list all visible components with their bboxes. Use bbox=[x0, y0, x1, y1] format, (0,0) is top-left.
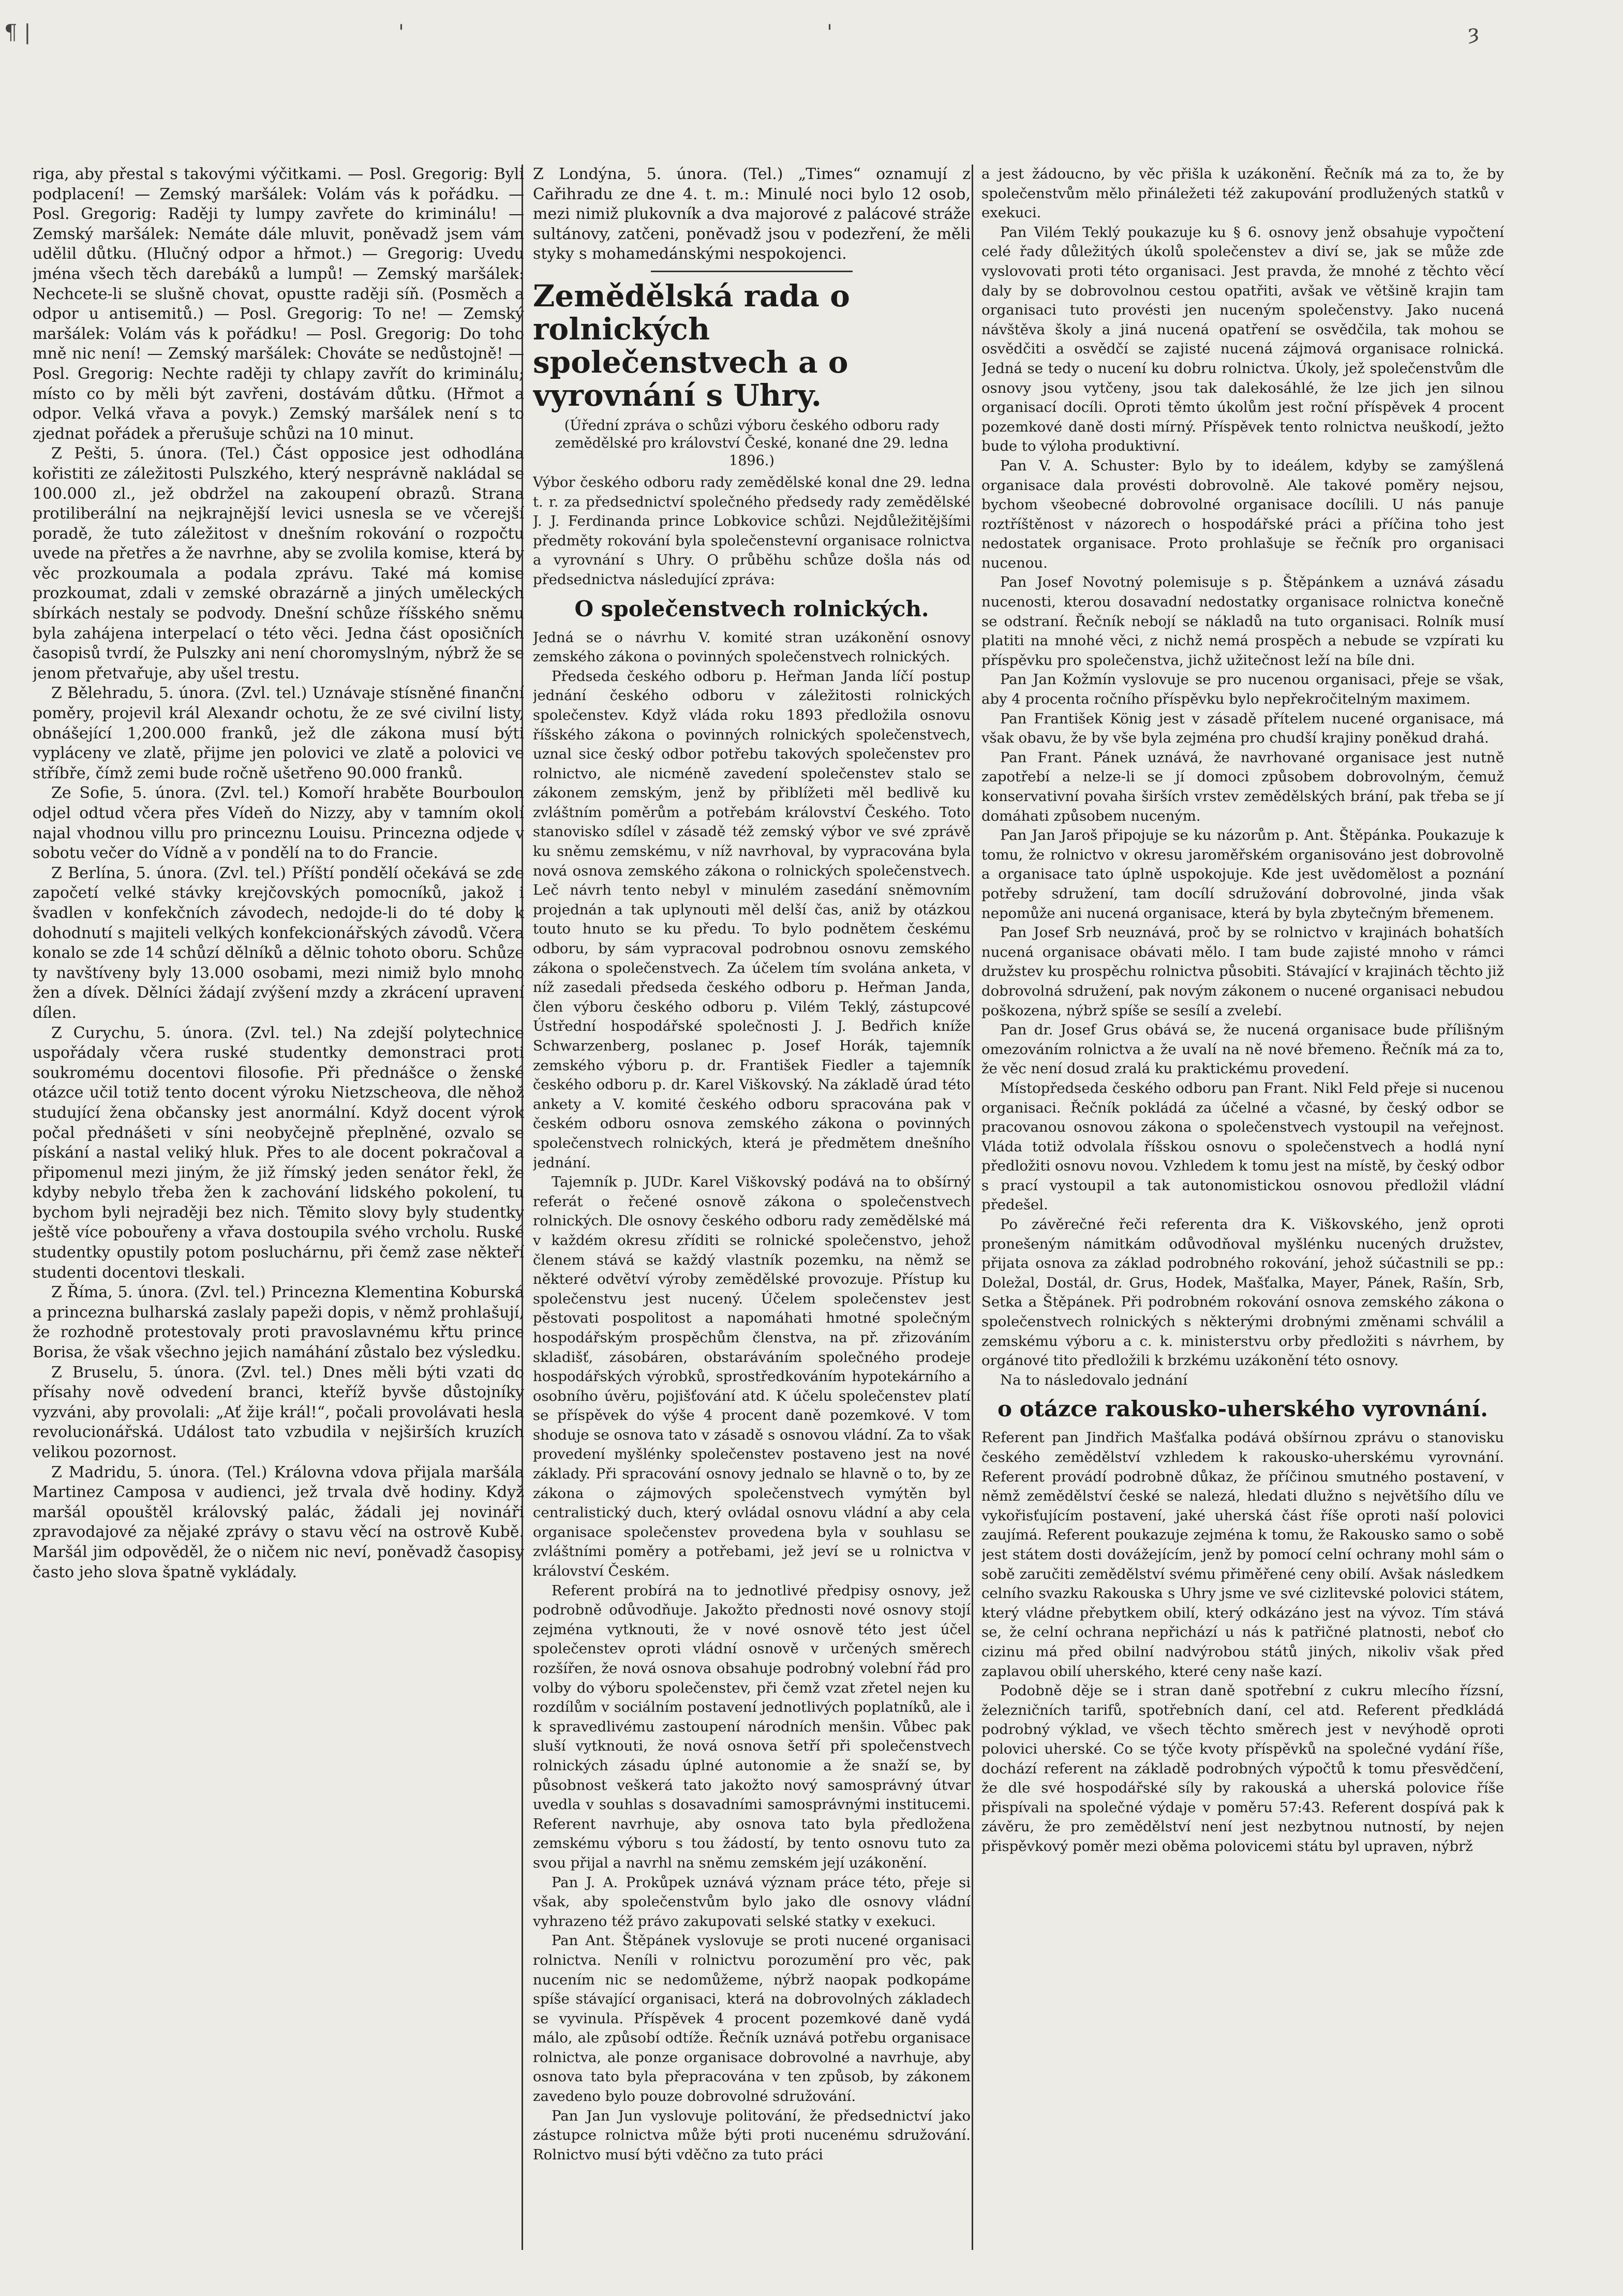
article-paragraph: riga, aby přestal s takovými výčitkami. — Posl. Gregorig: Byli podplacení! — Zemský maršálek: Volám vás k pořádku. — Posl. Gregorig: Raději ty lumpy zavřete do kriminálu! — Zemský maršálek: Nemáte dále mluvit, poněvadž jsem vám udělil důtku. (Hlučný odpor a hřmot.) — Gregorig: Uvedu jména všech těch darebáků a lumpů! — Zemský maršálek: Nechcete-li se slušně chovat, opustte raději síň. (Posměch a odpor u antisemitů.) — Posl. Gregorig: To ne! — Zemský maršálek: Volám vás k pořádku! — Posl. Gregorig: Do toho mně nic není! — Zemský maršálek: Chováte se nedůstojně! — Posl. Gregorig: Nechte raději ty chlapy zavřít do kriminálu; místo co by měli být zavřeni, dostávám důtku. (Hřmot a odpor. Velká vřava a povyk.) Zemský maršálek není s to zjednat pořádek a přerušuje schůzi na 10 minut. bbox=[33, 165, 524, 443]
edge-mark: ¶ | bbox=[4, 21, 31, 45]
article-subhead: (Úřední zpráva o schůzi výboru českého odboru rady zemědělské pro království České, konané dne 29. ledna 1896.) bbox=[555, 417, 949, 469]
column-rule bbox=[972, 165, 973, 2250]
article-paragraph: Z Curychu, 5. února. (Zvl. tel.) Na zdejší polytechnice uspořádaly včera ruské studentky demonstraci proti soukromému docentovi filosofie. Při přednášce o ženské otázce učil totiž tento docent výroku Nietzscheova, dle něhož studující žena občansky jest anormální. Když docent výrok počal přednášeti v síni neobyčejně přeplněné, ozvalo se pískání a nastal veliký hluk. Přes to ale docent pokračoval a připomenul mezi jiným, že již římský jeden senátor řekl, že kdyby nebylo třeba žen k zachování lidského pokolení, tu bychom byli nejraději bez nich. Těmito slovy byly studentky ještě více pobouřeny a vřava dostoupila svého vrcholu. Ruské studentky opustily potom posluchárnu, při čemž zase někteří studenti docentovi tleskali. bbox=[33, 1024, 524, 1282]
article-paragraph: Pan Jan Kožmín vyslovuje se pro nucenou organisaci, přeje se však, aby 4 procenta ročního příspěvku bylo nepřekročitelným maximem. bbox=[981, 671, 1504, 708]
article-paragraph: Z Madridu, 5. února. (Tel.) Královna vdova přijala maršála Martinez Camposa v audienci, jež trvala dvě hodiny. Když maršál opouštěl královský palác, žádali jej novináři zpravodajové za nějaké zprávy o stavu věcí na ostrově Kubě. Maršál jim odpověděl, že o ničem nic neví, poněvadž časopisy často jeho slova špatně vykládaly. bbox=[33, 1463, 524, 1581]
article-paragraph: Místopředseda českého odboru pan Frant. Nikl Feld přeje si nucenou organisaci. Řečník pokládá za účelné a včasné, by český odbor se pracovanou osnovou zákona o společenstvech vystoupil na veřejnost. Vláda totiž odvolala říšskou osnovu o společenstvech a hodlá nyní předložiti osnovu novou. Vzhledem k tomu jest na místě, by český odbor s prací vystoupil a tak autonomistickou osnovou předložil vládní předešel. bbox=[981, 1079, 1504, 1213]
article-paragraph: Pan Josef Srb neuznává, proč by se rolnictvo v krajinách bohatších nucená organisace obávati mělo. I tam bude zajisté mnoho v rámci družstev ku prospěchu rolnictva působiti. Stávající v krajinách těchto již dobrovolná sdružení, pak novým zákonem o nucené organisaci nebudou poškozena, nýbrž spíše se sesílí a zvelebí. bbox=[981, 924, 1504, 1019]
article-paragraph: Ze Sofie, 5. února. (Zvl. tel.) Komoří hraběte Bourboulon odjel odtud včera přes Vídeň do Nizzy, aby v tamním okolí najal vhodnou villu pro princeznu Louisu. Princezna odjede v sobotu večer do Vídně a v pondělí na to do Francie. bbox=[33, 784, 524, 863]
article-paragraph: Pan Josef Novotný polemisuje s p. Štěpánkem a uznává zásadu nucenosti, kterou dosavadní nedostatky organisace rolnictva konečně se odstraní. Řečník nebojí se nákladů na tuto organisaci. Rolník musí platiti na mnohé věci, z nichž nemá prospěch a nebude se vzpírati ku příspěvku pro společenstva, jichž užitečnost leží na bíle dni. bbox=[981, 574, 1504, 669]
article-paragraph: Referent probírá na to jednotlivé předpisy osnovy, jež podrobně odůvodňuje. Jakožto přednosti nové osnovy stojí zejména vytknouti, že v nové osnově této jest účel společenstev oproti vládní osnově v určených směrech rozšířen, že nová osnova obsahuje podrobný volební řád pro volby do výboru společenstev, při čemž vzat zřetel nejen ku rozdílům v sociálním postavení jednotlivých poplatníků, ale i k spravedlivému zastoupení národních menšin. Vůbec pak sluší vytknouti, že nová osnova šetří při společenstvech rolnických zásadu úplné autonomie a že snaží se, by působnost veškerá tato jakožto nový samosprávný útvar uvedla v souhlas s dosavadními samosprávnými institucemi. Referent navrhuje, aby osnova tato byla předložena zemskému výboru s tou žádostí, by tento osnovu tuto za svou přijal a navrhl na sněmu zemském její uzákonění. bbox=[533, 1582, 971, 1871]
article-paragraph: Po závěrečné řeči referenta dra K. Viškovského, jenž oproti pronešeným námitkám odůvodňoval myšlénku nucených družstev, přijata osnova za základ podrobného rokování, jehož súčastnili se pp.: Doležal, Dostál, dr. Grus, Hodek, Mašťalka, Mayer, Pánek, Rašín, Srb, Setka a Štěpánek. Při podrobném rokování osnova zemského zákona o společenstvech rolnických s některými drobnými změnami schválil a zemskému výboru a c. k. ministerstvu orby předložiti s návrhem, by orgánové tito předložili k brzkému uzákonění této osnovy. bbox=[981, 1216, 1504, 1369]
edge-mark: ȝ bbox=[1468, 21, 1479, 45]
article-headline: Zemědělská rada o rolnických společenstvech a o vyrovnání s Uhry. bbox=[533, 278, 850, 413]
article-paragraph: Z Berlína, 5. února. (Zvl. tel.) Příští pondělí očekává se zde započetí velké stávky krejčovských pomocníků, jakož i švadlen v konfekčních závodech, nedojde-li do té doby k dohodnutí s majiteli velkých konfekcionářských závodů. Včera konalo se zde 14 schůzí dělníků a dělnic tohoto oboru. Schůze ty navštíveny byly 13.000 osobami, mezi nimiž bylo mnoho žen a dívek. Dělníci žádají zvýšení mzdy a zkrácení upravení dílen. bbox=[33, 864, 524, 1022]
article-paragraph: Podobně děje se i stran daně spotřební z cukru mlecího řízsní, železničních tarifů, spotřebních daní, cel atd. Referent předkládá podrobný výklad, ve všech těchto směrech jest v nevýhodě oproti polovici uherské. Co se týče kvoty příspěvků na společné vydání říše, dochází referent na základě podrobných výpočtů k tomu přesvědčení, že dle své hospodářské síly by rakouská a uherská polovice říše přispívali na společné výdaje v poměru 57:43. Referent dospívá pak k závěru, že pro zemědělství není jest nezbytnou nutností, by nejen přispěvkový poměr mezi oběma polovicemi státu byl upraven, nýbrž bbox=[981, 1682, 1504, 1855]
divider bbox=[651, 271, 852, 272]
article-paragraph: Z Bělehradu, 5. února. (Zvl. tel.) Uznávaje stísněné finanční poměry, projevil král Alexandr ochotu, že ze své civilní listy, obnášející 1,200.000 franků, jež dle zákona musí býti vypláceny ve zlatě, přijme jen polovici ve zlatě a polovici ve stříbře, čímž zemi bude ročně ušetřeno 90.000 franků. bbox=[33, 684, 524, 782]
article-paragraph: Pan V. A. Schuster: Bylo by to ideálem, kdyby se zamýšlená organisace dala provésti dobrovolně. Ale takové poměry nejsou, bychom všeobecné dobrovolné organisace docílili. U nás panuje roztříštěnost v názorech o hospodářské práci a příčina toho jest nedostatek organisace. Proto prohlašuje se řečník pro organisaci nucenou. bbox=[981, 457, 1504, 571]
article-paragraph: Předseda českého odboru p. Heřman Janda líčí postup jednání českého odboru v záležitosti rolnických společenstev. Když vláda roku 1893 předložila osnovu říšského zákona o povinných rolnických společenstvech, uznal sice český odbor potřebu takových společenstev pro rolnictvo, ale nicméně zavedení společenstev stalo se zákonem zemským, jenž by přiblížeti měl bedlivě ku zvláštním poměrům a potřebám království Českého. Toto stanovisko sdílel v zásadě též zemský výbor ve své zprávě ku sněmu zemskému, v níž navrhoval, by vypracována byla nová osnova zemského zákona o rolnických společenstvech. Leč návrh tento nebyl v minulém zasedání sněmovním projednán a tak uplynouti měl delší čas, aniž by otázkou touto hnuto se ku předu. To bylo podnětem českému odboru, by sám vypracoval podrobnou osnovu zemského zákona o společenstvech. Za účelem tím svolána anketa, v níž zasedali předseda českého odboru p. Heřman Janda, člen výboru českého odboru p. Vilém Teklý, zástupcové Ústřední hospodářské společnosti J. J. Bedřich kníže Schwarzenberg, poslanec p. Josef Horák, tajemník zemského výboru p. dr. František Fiedler a tajemník českého odboru p. dr. Karel Viškovský. Na základě úrad této ankety a V. komité českého odboru spracována pak v českém odboru osnova zemského zákona o povinných společenstvech rolnických, která je předmětem dnešního jednání. bbox=[533, 668, 971, 1171]
article-paragraph: Pan Vilém Teklý poukazuje ku § 6. osnovy jenž obsahuje vypočtení celé řady důležitých úkolů společenstev a diví se, jak se může zde vyslovovati proti této organisaci. Jest pravda, že mnohé z těchto věcí daly by se dobrovolnou cestou opatřiti, avšak ve většině krajin tam organisaci tuto provésti jen nuceným společenstvy. Jako nucená návštěva školy a jiná nucená opatření se osvědčila, tak mohou se osvědčiti a osvědčí se zajisté nucená zájmová organisace rolnická. Jedná se tedy o nucení ku dobru rolnictva. Úkoly, jež společenstvům dle osnovy jsou vytčeny, jsou tak dalekosáhlé, že lze jich jen silnou organisací docíli. Oproti těmto úkolům jest roční příspěvek 4 procent pozemkové daně dosti mírný. Příspěvek tento rolnictva neuškodí, ježto bude to výloha produktivní. bbox=[981, 224, 1504, 455]
column-agriculture bbox=[533, 165, 971, 2255]
article-paragraph: Pan Jan Jaroš připojuje se ku názorům p. Ant. Štěpánka. Poukazuje k tomu, že rolnictvo v okresu jaroměřském organisováno jest dobrovolně a organisace tato úplně uspokojuje. Kde jest uvědomělost a poznání potřeby sdružení, tam docílí sdružování dobrovolné, jinda však nepomůže ani nucená organisace, která by byla zbytečným břemenem. bbox=[981, 827, 1504, 922]
section-heading: o otázce rakousko-uherského vyrovnání. bbox=[997, 1396, 1488, 1422]
article-paragraph: Z Londýna, 5. února. (Tel.) „Times“ oznamují z Cařihradu ze dne 4. t. m.: Minulé noci bylo 12 osob, mezi nimiž plukovník a dva majorové z palácové stráže sultánovy, zatčeni, poněvadž jsou v podezření, že měli styky s mohamedánskými nespokojenci. bbox=[533, 165, 971, 263]
article-paragraph: Výbor českého odboru rady zemědělské konal dne 29. ledna t. r. za předsednictví společného předsedy rady zemědělské J. J. Ferdinanda prince Lobkovice schůzi. Nejdůležitějšími předměty rokování byla společenstevní organisace rolnictva a vyrovnání s Uhry. O průběhu schůze došla nás od předsednictva následující zpráva: bbox=[533, 473, 971, 588]
article-paragraph: Z Bruselu, 5. února. (Zvl. tel.) Dnes měli býti vzati do přísahy nově odvedení branci, kteříž byvše důstojníky vyzváni, aby provolali: „Ať žije král!“, počali provolávati hesla revolucionářská. Událost tato vzbudila v nejširších kruzích velikou pozornost. bbox=[33, 1363, 524, 1461]
article-paragraph: Pan Frant. Pánek uznává, že navrhované organisace jest nutně zapotřebí a nelze-li se jí domoci způsobem dobrovolným, čemuž konservativní povaha širších vrstev zemědělských brání, pak třeba se jí domáhati způsobem nuceným. bbox=[981, 749, 1504, 824]
article-paragraph: Jedná se o návrhu V. komité stran uzákonění osnovy zemského zákona o povinných společenstvech rolnických. bbox=[533, 629, 971, 665]
article-paragraph: Pan J. A. Prokůpek uznává význam práce této, přeje si však, aby společenstvům bylo jako dle osnovy vládní vyhrazeno též právo zakupovati selské statky v exekuci. bbox=[533, 1874, 971, 1930]
article-paragraph: Pan František König jest v zásadě přítelem nucené organisace, má však obavu, že by vše byla zejména pro chudší krajiny poněkud drahá. bbox=[981, 710, 1504, 747]
section-heading: O společenstvech rolnických. bbox=[574, 596, 929, 621]
edge-mark: ' bbox=[398, 21, 404, 45]
article-paragraph: Na to následovalo jednání bbox=[1000, 1371, 1188, 1388]
column-foreign-news bbox=[33, 165, 524, 2255]
edge-mark: ' bbox=[827, 21, 832, 45]
article-paragraph: Referent pan Jindřich Mašťalka podává obšírnou zprávu o stanovisku českého zemědělství vzhledem k rakousko-uherskému vyrovnání. Referent provádí podrobně důkaz, že příčinou smutného postavení, v němž zemědělství české se nalezá, hledati dlužno s největšího dílu ve vykořisťujícím postavení, jaké uherská část říše oproti naší polovici zaujímá. Referent poukazuje zejména k tomu, že Rakousko samo o sobě jest státem dosti dovážejícím, jenž by pomocí celní ochrany mohl sám o sobě zaručiti zemědělství svému přiměřené ceny obilí. Avšak následkem celního svazku Rakouska s Uhry jsme ve své cizlitevské polovici státem, který vládne přebytkem obilí, který odkázáno jest na vývoz. Tím stává se, že celní ochrana nepřichází u nás k patřičné platnosti, neboť cło cizinu má před obilní nadvýrobou států jiných, nikoliv však před zaplavou obilí uherského, které ceny naše kazí. bbox=[981, 1429, 1504, 1680]
article-paragraph: a jest žádoucno, by věc přišla k uzákonění. Řečník má za to, že by společenstvům mělo přináležeti též zakupování prodlužených statků v exekuci. bbox=[981, 166, 1504, 221]
article-paragraph: Pan dr. Josef Grus obává se, že nucená organisace bude přílišným omezováním rolnictva a že uvalí na ně nové břemeno. Řečník má za to, že věc není dosud zralá ku praktickému provedení. bbox=[981, 1021, 1504, 1077]
article-paragraph: Pan Ant. Štěpánek vyslovuje se proti nucené organisaci rolnictva. Neníli v rolnictvu porozumění pro věc, pak nucením nic se nedomůžeme, nýbrž naopak podkopáme spíše stávající organisaci, která na dobrovolných základech se vyvinula. Příspěvek 4 procent pozemkové daně vydá málo, ale způsobí odtíže. Řečník uznává potřebu organisace rolnictva, ale ponze organisace dobrovolné a navrhuje, aby osnova tato byla přepracována v ten způsob, by zákonem zavedeno bylo pouze dobrovolné sdružování. bbox=[533, 1932, 971, 2105]
article-paragraph: Tajemník p. JUDr. Karel Viškovský podává na to obšírný referát o řečené osnově zákona o společenstvech rolnických. Dle osnovy českého odboru rady zemědělské má v každém okresu zříditi se rolnické společenstvo, jehož členem stává se každý vlastník pozemku, na němž se některé odvětví výroby zemědělské provozuje. Přístup ku společenstvu jest nucený. Účelem společenstev jest pěstovati pospolitost a napomáhati hmotné společným hospodářským prospěchům členstva, na př. zřizováním skladišť, zásobáren, obstaráváním společného prodeje hospodářských výrobků, sprostředkováním hypotekárního a osobního úvěru, pojišťování atd. K účelu společenstev platí se příspěvek do výše 4 procent daně pozemkové. V tom shoduje se osnova tato v zásadě s osnovou vládní. Za to však provedení myšlénky společenstev postaveno jest na nové základy. Při spracování osnovy jednalo se hlavně o to, by ze zákona o zájmových společenstvech vymýtěn byl centralistický duch, který ovládal osnovu vládní a aby cela organisace společenstev provedena byla v souhlasu se zvláštními poměry a potřebami, jež jeví se u rolnictva v království Českém. bbox=[533, 1174, 971, 1580]
article-paragraph: Z Říma, 5. února. (Zvl. tel.) Princezna Klementina Koburská a princezna bulharská zaslaly papeži dopis, v němž prohlašují, že rozhodně protestovaly proti pravoslavnému křtu prince Borisa, že však všechno jejich namáhání zůstalo bez výsledku. bbox=[33, 1283, 524, 1362]
article-paragraph: Pan Jan Jun vyslovuje politování, že předsednictví jako zástupce rolnictva může býti proti nucenému sdružování. Rolnictvo musí býti vděčno za tuto práci bbox=[533, 2107, 971, 2163]
article-paragraph: Z Pešti, 5. února. (Tel.) Část opposice jest odhodlána kořistiti ze záležitosti Pulszkého, který nesprávně nakládal se 100.000 zl., jež obdržel na zakoupení obrazů. Strana protiliberální na nejkrajnější levici usnesla se ve včerejší poradě, že tuto záležitost v dnešním rokování o rozpočtu uvede na přetřes a že navrhne, aby se zvolila komise, která by věc prozkoumala a podala zprávu. Také má komise prozkoumat, zdali v zemské obrazárně a jiných uměleckých sbírkách nestaly se podvody. Dnešní schůze říšského sněmu byla zahájena interpelací o této věci. Jedna část oposičních časopisů tvrdí, že Pulszky ani není choromyslným, nýbrž že se jenom přetvařuje, aby ušel trestu. bbox=[33, 445, 524, 683]
column-agriculture-continued bbox=[981, 165, 1504, 2255]
